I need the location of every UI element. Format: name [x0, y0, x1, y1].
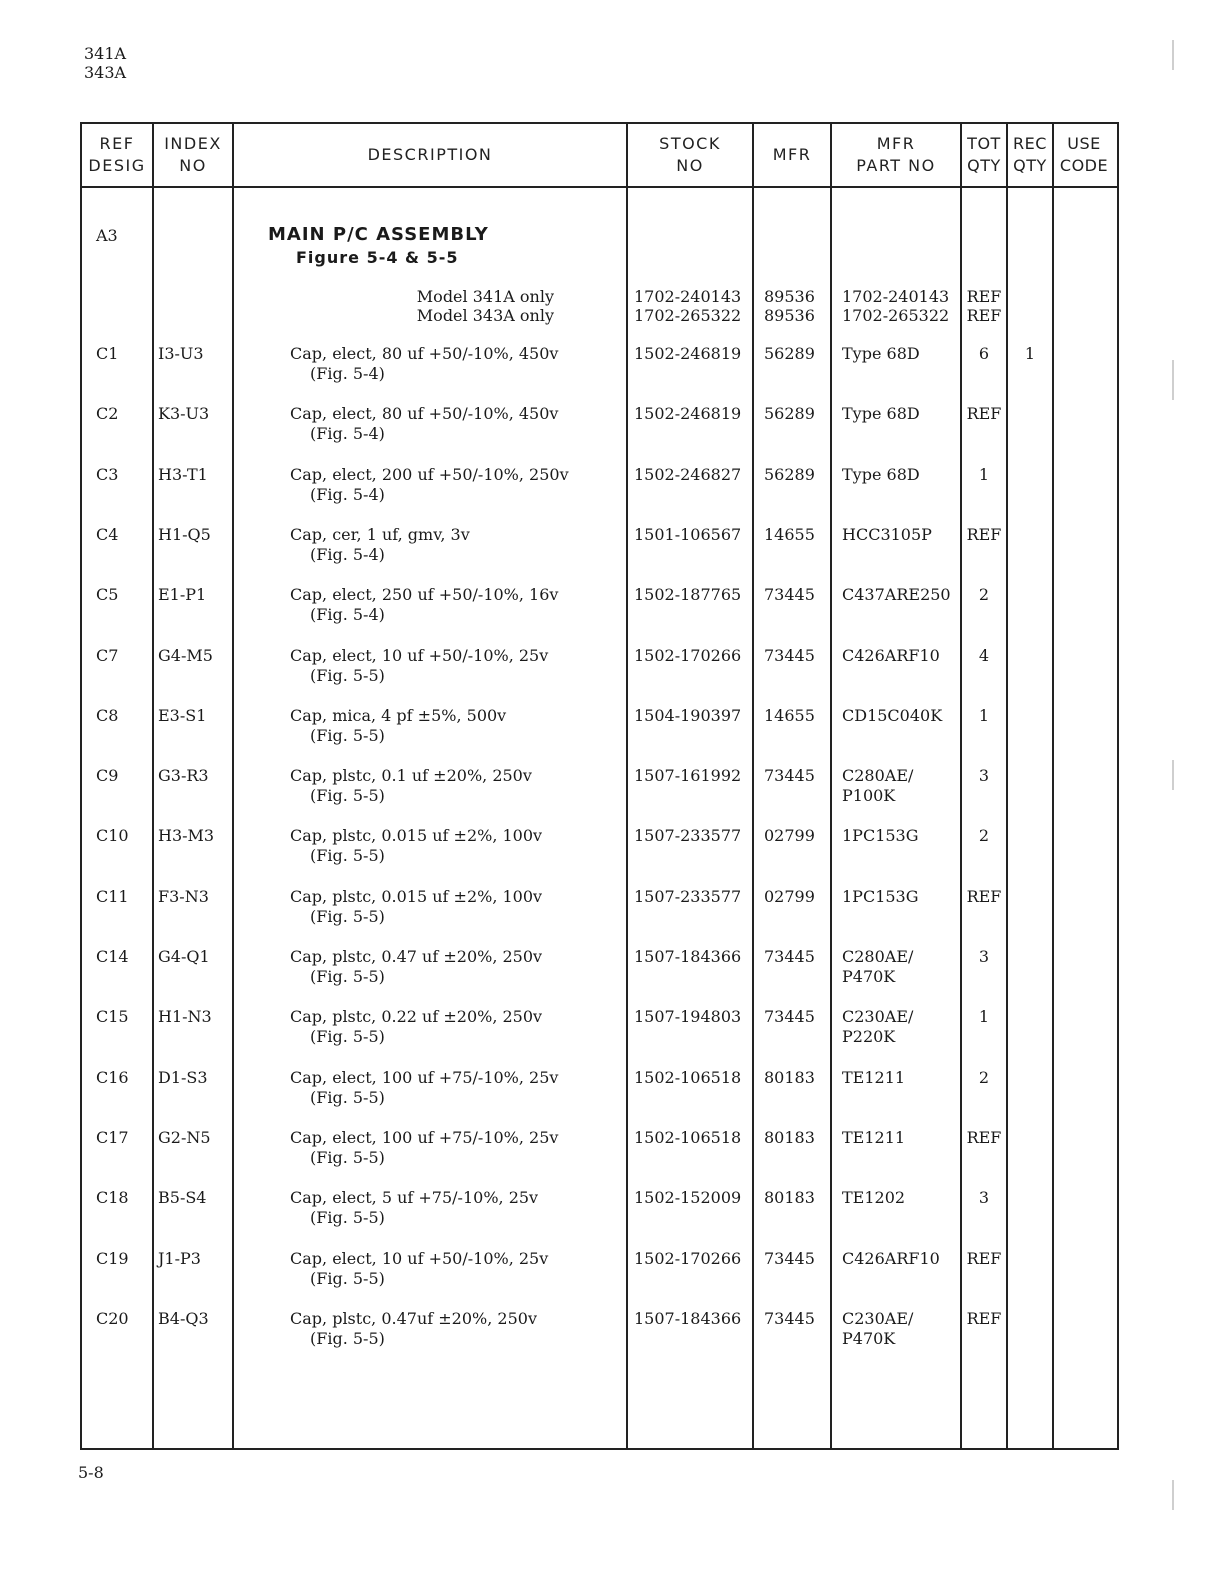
part-description: Cap, elect, 10 uf +50/-10%, 25v [290, 1249, 549, 1268]
manufacturer-code: 02799 [764, 826, 815, 845]
manufacturer-code: 73445 [764, 947, 815, 966]
total-quantity: 3 [978, 766, 990, 785]
figure-reference: (Fig. 5-5) [310, 967, 385, 986]
part-description: Cap, elect, 100 uf +75/-10%, 25v [290, 1128, 559, 1147]
index-number: H3-M3 [158, 826, 215, 845]
figure-reference: (Fig. 5-5) [310, 1208, 385, 1227]
header-label: CODE [1059, 156, 1109, 175]
index-number: H1-N3 [158, 1007, 212, 1026]
mfr-part-number: HCC3105P [842, 525, 932, 544]
part-description: Cap, elect, 10 uf +50/-10%, 25v [290, 646, 549, 665]
ref-designator: C10 [96, 826, 129, 845]
header-index-no [154, 124, 232, 186]
figure-reference: (Fig. 5-5) [310, 1148, 385, 1167]
figure-reference: (Fig. 5-5) [310, 907, 385, 926]
mfr-part-number: 1702-240143 [842, 287, 950, 306]
page-number: 5-8 [78, 1463, 104, 1482]
mfr-part-number: C426ARF10 [842, 1249, 940, 1268]
header-label: QTY [967, 156, 1001, 175]
column-divider [752, 124, 754, 1448]
figure-reference: (Fig. 5-5) [310, 786, 385, 805]
header-label: MFR [876, 134, 916, 153]
figure-reference: (Fig. 5-5) [310, 666, 385, 685]
mfr-part-number: 1702-265322 [842, 306, 950, 325]
manufacturer-code: 56289 [764, 404, 815, 423]
section-subtitle: Figure 5-4 & 5-5 [296, 248, 459, 267]
mfr-part-number: Type 68D [842, 344, 920, 363]
header-label: STOCK [659, 134, 721, 153]
stock-number: 1502-106518 [634, 1128, 742, 1147]
manufacturer-code: 14655 [764, 706, 815, 725]
ref-designator: C8 [96, 706, 119, 725]
header-label: DESCRIPTION [367, 145, 493, 164]
stock-number: 1507-233577 [634, 887, 742, 906]
mfr-part-number: P470K [842, 1329, 896, 1348]
model-number: 343A [84, 63, 127, 82]
table-header [82, 124, 1117, 188]
total-quantity: 1 [978, 465, 990, 484]
stock-number: 1702-240143 [634, 287, 742, 306]
header-label: DESIG [88, 156, 146, 175]
ref-designator: C17 [96, 1128, 129, 1147]
ref-designator: C4 [96, 525, 119, 544]
total-quantity: REF [966, 1128, 1002, 1147]
scan-edge-mark [1172, 760, 1174, 790]
mfr-part-number: C230AE/ [842, 1309, 914, 1328]
figure-reference: (Fig. 5-5) [310, 846, 385, 865]
index-number: D1-S3 [158, 1068, 208, 1087]
mfr-part-number: C230AE/ [842, 1007, 914, 1026]
index-number: G3-R3 [158, 766, 209, 785]
header-description [234, 124, 626, 186]
header-stock-no [628, 124, 752, 186]
header-label: NO [179, 156, 207, 175]
index-number: H1-Q5 [158, 525, 211, 544]
mfr-part-number: C280AE/ [842, 947, 914, 966]
ref-designator: C1 [96, 344, 119, 363]
section-title: MAIN P/C ASSEMBLY [268, 224, 489, 245]
manufacturer-code: 14655 [764, 525, 815, 544]
stock-number: 1502-106518 [634, 1068, 742, 1087]
header-label: MFR [772, 145, 812, 164]
manufacturer-code: 02799 [764, 887, 815, 906]
part-description: Cap, plstc, 0.47uf ±20%, 250v [290, 1309, 537, 1328]
manufacturer-code: 73445 [764, 1249, 815, 1268]
figure-reference: (Fig. 5-5) [310, 1269, 385, 1288]
total-quantity: 1 [978, 1007, 990, 1026]
index-number: E1-P1 [158, 585, 207, 604]
manufacturer-code: 73445 [764, 646, 815, 665]
stock-number: 1507-233577 [634, 826, 742, 845]
scan-edge-mark [1172, 1480, 1174, 1510]
ref-designator: C16 [96, 1068, 129, 1087]
column-divider [152, 124, 154, 1448]
part-description: Cap, elect, 100 uf +75/-10%, 25v [290, 1068, 559, 1087]
figure-reference: (Fig. 5-4) [310, 605, 385, 624]
scan-edge-mark [1172, 360, 1174, 400]
figure-reference: (Fig. 5-5) [310, 1088, 385, 1107]
part-description: Cap, plstc, 0.015 uf ±2%, 100v [290, 826, 543, 845]
stock-number: 1502-170266 [634, 1249, 742, 1268]
header-ref-desig [82, 124, 152, 186]
index-number: K3-U3 [158, 404, 210, 423]
manufacturer-code: 73445 [764, 1007, 815, 1026]
ref-designator: C3 [96, 465, 119, 484]
mfr-part-number: TE1211 [842, 1128, 906, 1147]
total-quantity: REF [966, 1309, 1002, 1328]
column-divider [1052, 124, 1054, 1448]
manufacturer-code: 80183 [764, 1128, 815, 1147]
total-quantity: REF [966, 404, 1002, 423]
manufacturer-code: 56289 [764, 465, 815, 484]
stock-number: 1507-184366 [634, 1309, 742, 1328]
header-label: INDEX [164, 134, 222, 153]
model-variant-description: Model 341A only [416, 287, 554, 306]
ref-designator: C19 [96, 1249, 129, 1268]
model-number: 341A [84, 44, 127, 63]
total-quantity: 2 [978, 585, 990, 604]
mfr-part-number: 1PC153G [842, 826, 919, 845]
part-description: Cap, mica, 4 pf ±5%, 500v [290, 706, 507, 725]
column-divider [830, 124, 832, 1448]
header-use-code [1054, 124, 1114, 186]
ref-designator: C7 [96, 646, 119, 665]
mfr-part-number: Type 68D [842, 465, 920, 484]
manufacturer-code: 89536 [764, 306, 815, 325]
total-quantity: REF [966, 887, 1002, 906]
manufacturer-code: 80183 [764, 1068, 815, 1087]
part-description: Cap, plstc, 0.1 uf ±20%, 250v [290, 766, 532, 785]
figure-reference: (Fig. 5-4) [310, 485, 385, 504]
mfr-part-number: C280AE/ [842, 766, 914, 785]
total-quantity: REF [966, 306, 1002, 325]
header-label: PART NO [856, 156, 936, 175]
part-description: Cap, elect, 200 uf +50/-10%, 250v [290, 465, 569, 484]
mfr-part-number: TE1211 [842, 1068, 906, 1087]
manufacturer-code: 80183 [764, 1188, 815, 1207]
header-rec-qty [1008, 124, 1052, 186]
ref-designator: C15 [96, 1007, 129, 1026]
column-divider [626, 124, 628, 1448]
recommended-quantity: 1 [1024, 344, 1036, 363]
manufacturer-code: 73445 [764, 585, 815, 604]
stock-number: 1502-170266 [634, 646, 742, 665]
column-divider [1006, 124, 1008, 1448]
part-description: Cap, elect, 5 uf +75/-10%, 25v [290, 1188, 539, 1207]
ref-designator: C20 [96, 1309, 129, 1328]
mfr-part-number: C437ARE250 [842, 585, 951, 604]
ref-designator: C5 [96, 585, 119, 604]
mfr-part-number: 1PC153G [842, 887, 919, 906]
index-number: G4-Q1 [158, 947, 210, 966]
header-label: NO [676, 156, 704, 175]
index-number: B5-S4 [158, 1188, 207, 1207]
stock-number: 1502-187765 [634, 585, 742, 604]
manufacturer-code: 56289 [764, 344, 815, 363]
stock-number: 1507-184366 [634, 947, 742, 966]
mfr-part-number: TE1202 [842, 1188, 906, 1207]
figure-reference: (Fig. 5-4) [310, 424, 385, 443]
stock-number: 1502-246819 [634, 344, 742, 363]
total-quantity: REF [966, 525, 1002, 544]
header-label: USE [1067, 134, 1101, 153]
figure-reference: (Fig. 5-5) [310, 1329, 385, 1348]
stock-number: 1702-265322 [634, 306, 742, 325]
stock-number: 1501-106567 [634, 525, 742, 544]
figure-reference: (Fig. 5-4) [310, 364, 385, 383]
part-description: Cap, plstc, 0.47 uf ±20%, 250v [290, 947, 543, 966]
parts-list-table [80, 122, 1119, 1450]
stock-number: 1502-246819 [634, 404, 742, 423]
header-mfr-part-no [832, 124, 960, 186]
total-quantity: REF [966, 1249, 1002, 1268]
ref-designator: C2 [96, 404, 119, 423]
total-quantity: 3 [978, 947, 990, 966]
total-quantity: 1 [978, 706, 990, 725]
total-quantity: 4 [978, 646, 990, 665]
ref-designator: C11 [96, 887, 129, 906]
total-quantity: 3 [978, 1188, 990, 1207]
index-number: E3-S1 [158, 706, 207, 725]
total-quantity: REF [966, 287, 1002, 306]
total-quantity: 2 [978, 826, 990, 845]
part-description: Cap, cer, 1 uf, gmv, 3v [290, 525, 470, 544]
header-tot-qty [962, 124, 1006, 186]
mfr-part-number: CD15C040K [842, 706, 943, 725]
index-number: G2-N5 [158, 1128, 211, 1147]
part-description: Cap, elect, 80 uf +50/-10%, 450v [290, 404, 559, 423]
section-ref-desig: A3 [96, 226, 118, 245]
part-description: Cap, elect, 80 uf +50/-10%, 450v [290, 344, 559, 363]
figure-reference: (Fig. 5-5) [310, 726, 385, 745]
index-number: J1-P3 [158, 1249, 201, 1268]
stock-number: 1507-161992 [634, 766, 742, 785]
manufacturer-code: 73445 [764, 766, 815, 785]
part-description: Cap, plstc, 0.22 uf ±20%, 250v [290, 1007, 543, 1026]
part-description: Cap, elect, 250 uf +50/-10%, 16v [290, 585, 559, 604]
stock-number: 1504-190397 [634, 706, 742, 725]
ref-designator: C14 [96, 947, 129, 966]
figure-reference: (Fig. 5-4) [310, 545, 385, 564]
mfr-part-number: C426ARF10 [842, 646, 940, 665]
header-label: TOT [967, 134, 1001, 153]
index-number: H3-T1 [158, 465, 208, 484]
index-number: F3-N3 [158, 887, 209, 906]
scan-edge-mark [1172, 40, 1174, 70]
stock-number: 1507-194803 [634, 1007, 742, 1026]
column-divider [232, 124, 234, 1448]
ref-designator: C18 [96, 1188, 129, 1207]
header-label: QTY [1013, 156, 1047, 175]
stock-number: 1502-152009 [634, 1188, 742, 1207]
header-label: REC [1013, 134, 1047, 153]
index-number: I3-U3 [158, 344, 204, 363]
part-description: Cap, plstc, 0.015 uf ±2%, 100v [290, 887, 543, 906]
figure-reference: (Fig. 5-5) [310, 1027, 385, 1046]
manufacturer-code: 73445 [764, 1309, 815, 1328]
index-number: B4-Q3 [158, 1309, 209, 1328]
mfr-part-number: P220K [842, 1027, 896, 1046]
manufacturer-code: 89536 [764, 287, 815, 306]
ref-designator: C9 [96, 766, 119, 785]
index-number: G4-M5 [158, 646, 213, 665]
total-quantity: 6 [978, 344, 990, 363]
mfr-part-number: P100K [842, 786, 896, 805]
header-label: REF [99, 134, 135, 153]
mfr-part-number: Type 68D [842, 404, 920, 423]
total-quantity: 2 [978, 1068, 990, 1087]
model-variant-description: Model 343A only [416, 306, 554, 325]
header-mfr [754, 124, 830, 186]
model-numbers [84, 44, 126, 82]
mfr-part-number: P470K [842, 967, 896, 986]
stock-number: 1502-246827 [634, 465, 742, 484]
